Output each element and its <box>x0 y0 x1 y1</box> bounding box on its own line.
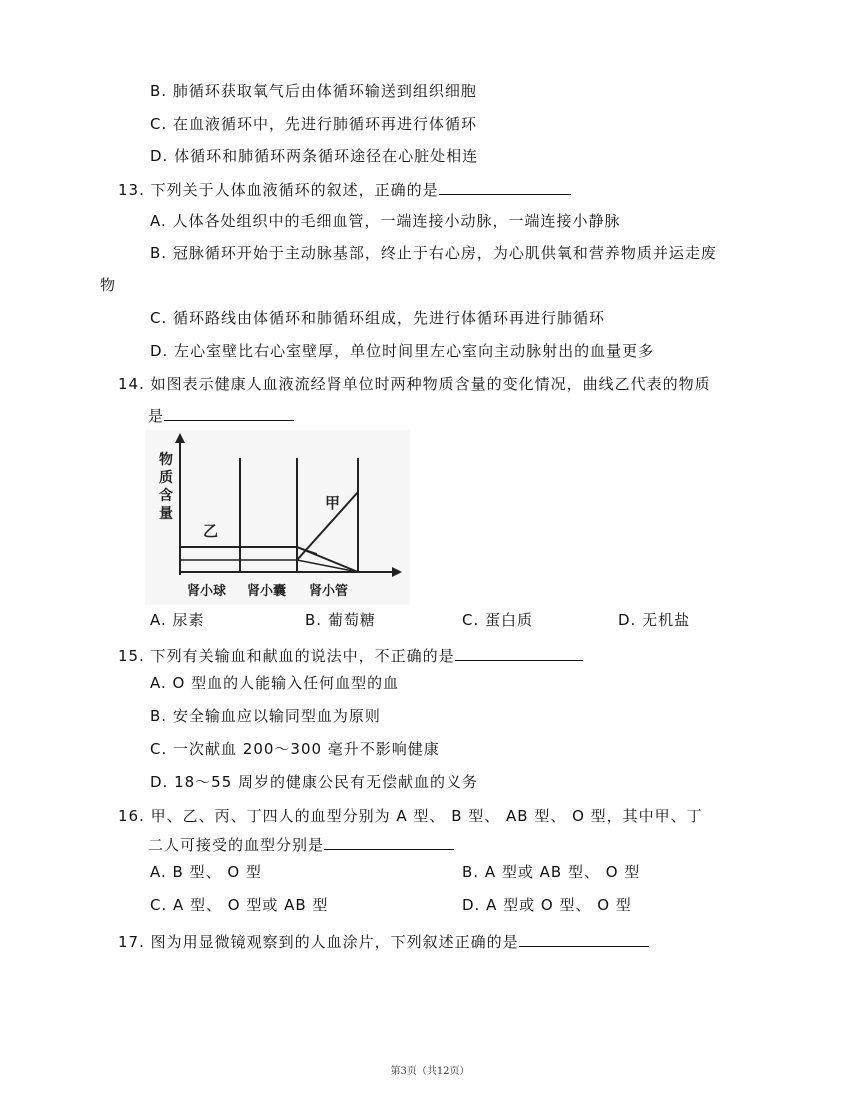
label-yi: 乙 <box>203 522 219 540</box>
q17-text: 17. 图为用显微镜观察到的人血涂片，下列叙述正确的是 <box>118 933 519 951</box>
ylabel-char-3: 含 <box>159 488 173 504</box>
figure-background <box>145 430 410 605</box>
q14-stem: 14. 如图表示健康人血液流经肾单位时两种物质含量的变化情况，曲线乙代表的物质 <box>118 375 711 393</box>
xlabel-glomerulus: 肾小球 <box>187 584 227 599</box>
q16-stem-cont <box>148 834 454 855</box>
q15-option-b: B. 安全输血应以输同型血为原则 <box>150 707 381 725</box>
q17-stem <box>118 931 649 952</box>
q14-option-c: C. 蛋白质 <box>462 611 534 629</box>
q14-option-d: D. 无机盐 <box>618 611 691 629</box>
page-footer: 第3页（共12页） <box>390 1066 470 1077</box>
answer-blank <box>164 405 294 421</box>
answer-blank <box>439 179 571 195</box>
ylabel-char-2: 质 <box>159 470 173 486</box>
q16-option-a: A. B 型、 O 型 <box>150 863 262 881</box>
q13-stem <box>118 179 571 200</box>
label-jia: 甲 <box>325 494 341 512</box>
q15-option-d: D. 18～55 周岁的健康公民有无偿献血的义务 <box>150 773 479 791</box>
answer-blank <box>455 645 583 661</box>
q13-option-d: D. 左心室壁比右心室壁厚，单位时间里左心室向主动脉射出的血量更多 <box>150 342 655 360</box>
q13-option-b: B. 冠脉循环开始于主动脉基部，终止于右心房，为心肌供氧和营养物质并运走废 <box>150 244 717 262</box>
q14-text-cont: 是 <box>148 407 165 425</box>
q15-option-c: C. 一次献血 200～300 毫升不影响健康 <box>150 740 440 758</box>
q12-option-d: D. 体循环和肺循环两条循环途径在心脏处相连 <box>150 147 479 165</box>
xlabel-tubule: 肾小管 <box>309 584 349 599</box>
answer-blank <box>324 834 454 850</box>
ylabel-char-1: 物 <box>159 452 173 468</box>
q16-option-d: D. A 型或 O 型、 O 型 <box>462 896 632 914</box>
q16-option-b: B. A 型或 AB 型、 O 型 <box>462 863 641 881</box>
q14-option-b: B. 葡萄糖 <box>305 611 376 629</box>
q12-option-b: B. 肺循环获取氧气后由体循环输送到组织细胞 <box>150 82 477 100</box>
q15-stem <box>118 645 583 666</box>
q13-text: 13. 下列关于人体血液循环的叙述，正确的是 <box>118 181 439 199</box>
q13-option-b-cont: 物 <box>100 276 117 294</box>
q16-option-c: C. A 型、 O 型或 AB 型 <box>150 896 329 914</box>
q12-option-c: C. 在血液循环中，先进行肺循环再进行体循环 <box>150 115 478 133</box>
q13-option-c: C. 循环路线由体循环和肺循环组成，先进行体循环再进行肺循环 <box>150 309 606 327</box>
q14-stem-cont <box>148 405 294 426</box>
q15-option-a: A. O 型血的人能输入任何血型的血 <box>150 674 400 692</box>
q15-text: 15. 下列有关输血和献血的说法中，不正确的是 <box>118 647 455 665</box>
q13-option-a: A. 人体各处组织中的毛细血管，一端连接小动脉，一端连接小静脉 <box>150 212 621 230</box>
answer-blank <box>519 931 649 947</box>
kidney-substance-figure <box>145 430 410 605</box>
ylabel-char-4: 量 <box>159 506 173 522</box>
q16-text-cont: 二人可接受的血型分别是 <box>148 836 325 854</box>
q14-option-a: A. 尿素 <box>150 611 205 629</box>
q16-stem: 16. 甲、乙、丙、丁四人的血型分别为 A 型、 B 型、 AB 型、 O 型，其中甲、丁 <box>118 807 703 825</box>
xlabel-capsule: 肾小囊 <box>247 584 287 599</box>
